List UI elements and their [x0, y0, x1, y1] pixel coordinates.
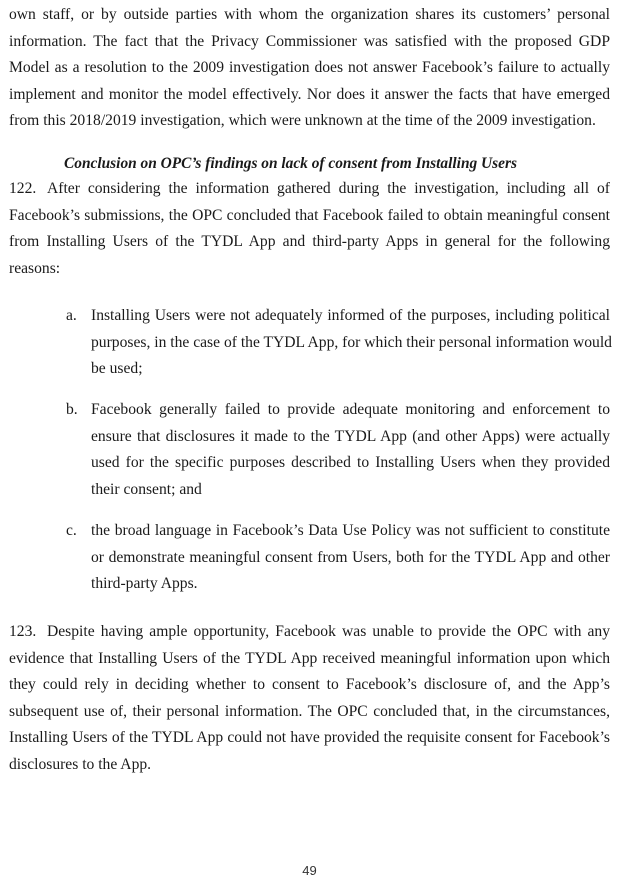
text-line	[91, 518, 610, 545]
text-line	[9, 672, 610, 699]
text-line-content: disclosures to the App.	[9, 755, 152, 773]
text-line	[9, 752, 610, 779]
text-line-content: evidence that Installing Users of the TYDL App received meaningful information upon which	[9, 649, 610, 667]
text-line-content: Facebook generally failed to provide adequate monitoring and enforcement to	[91, 401, 610, 418]
text-line-content: they could rely in deciding whether to consent to Facebook’s disclosure of, and the App’s	[9, 676, 610, 693]
reason-text	[91, 397, 610, 503]
text-line	[9, 82, 610, 109]
paragraph-number: 122.	[9, 180, 37, 197]
text-line-content: from this 2018/2019 investigation, which were unknown at the time of the 2009 investigation.	[9, 112, 596, 129]
paragraph-continuation	[9, 2, 610, 135]
text-line-content: Installing Users of the TYDL App could not have provided the requisite consent for Facebook’s	[9, 729, 610, 746]
list-marker: c.	[66, 522, 77, 539]
text-line	[91, 356, 610, 383]
text-line	[91, 571, 610, 598]
page-number: 49	[302, 863, 317, 878]
text-line-content: implement and monitor the model effectively. Nor does it answer the facts that have emerged	[9, 85, 610, 103]
paragraph-number: 123.	[9, 623, 37, 640]
text-line	[9, 203, 610, 230]
text-line-content	[9, 176, 610, 203]
reason-text	[91, 518, 610, 598]
text-line	[91, 303, 610, 330]
text-line-content: used for the specific purposes described to Installing Users when they provided	[91, 454, 610, 471]
text-line	[91, 477, 610, 504]
text-line-content: or demonstrate meaningful consent from Users, both for the TYDL App and other	[91, 548, 610, 566]
text-line-content: Installing Users were not adequately informed of the purposes, including political	[91, 307, 610, 324]
text-line-content: After considering the information gathered during the investigation, including all of	[47, 180, 610, 197]
list-marker: a.	[66, 307, 77, 324]
text-line-content: own staff, or by outside parties with whom the organization shares its customers’ personal	[9, 6, 610, 23]
text-line	[91, 545, 610, 572]
text-line-content: purposes, in the case of the TYDL App, for which their personal information would	[91, 333, 612, 351]
text-line-content: ensure that disclosures it made to the TYDL App (and other Apps) were actually	[91, 427, 610, 445]
paragraph-122	[9, 176, 610, 282]
text-line-content: the broad language in Facebook’s Data Use Policy was not sufficient to constitute	[91, 522, 610, 539]
text-line	[9, 55, 610, 82]
reason-text	[91, 303, 610, 383]
text-line	[9, 619, 610, 646]
text-line	[91, 330, 610, 357]
text-line-content: from Installing Users of the TYDL App and third-party Apps in general for the following	[9, 233, 610, 250]
text-line	[9, 229, 610, 256]
text-line	[91, 450, 610, 477]
text-line	[9, 176, 610, 203]
text-line-content: third-party Apps.	[91, 575, 198, 592]
text-line-content: Despite having ample opportunity, Facebook was unable to provide the OPC with any	[47, 623, 610, 640]
text-line	[9, 108, 610, 135]
text-line	[9, 256, 610, 283]
text-line	[91, 397, 610, 424]
text-line	[9, 29, 610, 56]
text-line-content: subsequent use of, their personal information. The OPC concluded that, in the circumstances,	[9, 702, 610, 720]
text-line	[9, 2, 610, 29]
text-line-content: Facebook’s submissions, the OPC concluded that Facebook failed to obtain meaningful consent	[9, 206, 610, 224]
text-line-content: information. The fact that the Privacy Commissioner was satisfied with the proposed GDP	[9, 32, 610, 50]
list-marker: b.	[66, 401, 78, 418]
paragraph-123	[9, 619, 610, 778]
text-line	[9, 699, 610, 726]
text-line-content	[9, 619, 610, 646]
text-line-content: be used;	[91, 360, 143, 377]
text-line	[9, 646, 610, 673]
text-line-content: their consent; and	[91, 480, 202, 498]
text-line	[91, 424, 610, 451]
section-heading: Conclusion on OPC’s findings on lack of consent from Installing Users	[64, 155, 517, 172]
text-line-content: reasons:	[9, 259, 61, 277]
text-line-content: Model as a resolution to the 2009 investigation does not answer Facebook’s failure to actually	[9, 59, 610, 76]
text-line	[9, 725, 610, 752]
